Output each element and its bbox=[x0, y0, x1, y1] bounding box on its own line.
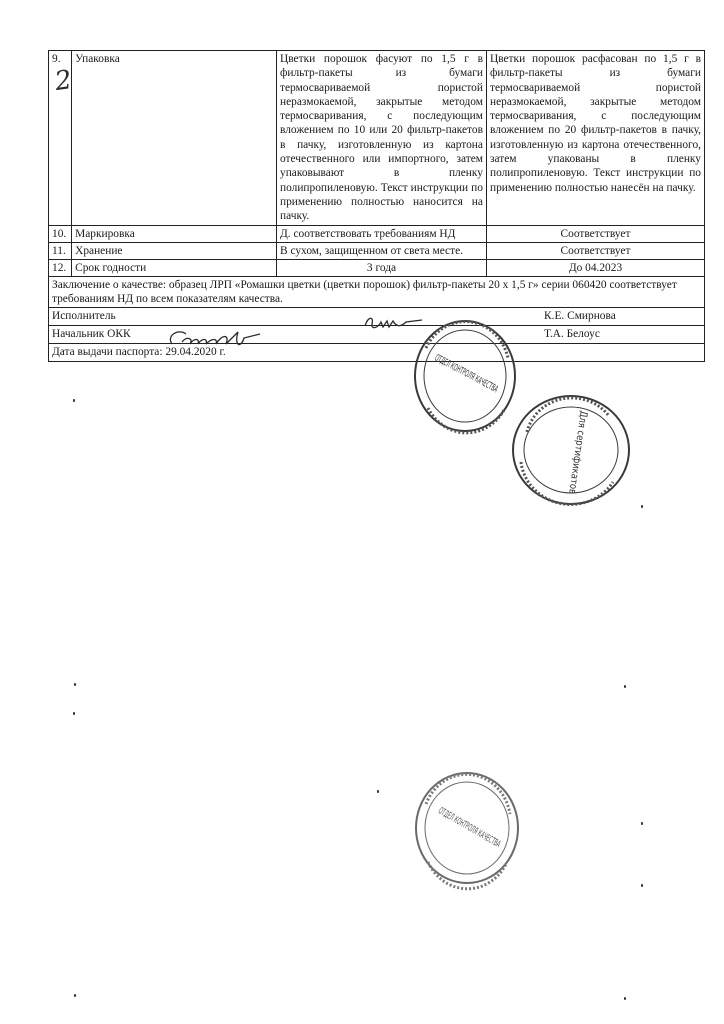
date-row bbox=[49, 344, 705, 361]
stamp-text: ОТДЕЛ КОНТРОЛЯ КАЧЕСТВА bbox=[432, 352, 567, 431]
row-number: 10. bbox=[49, 225, 72, 242]
stamp-text: ОТДЕЛ КОНТРОЛЯ КАЧЕСТВА bbox=[436, 805, 568, 888]
indicator-name: Хранение bbox=[72, 242, 277, 259]
table-row bbox=[49, 51, 705, 226]
issue-date: Дата выдачи паспорта: 29.04.2020 г. bbox=[49, 344, 705, 361]
table-row bbox=[49, 242, 705, 259]
executor-role: Исполнитель bbox=[52, 310, 116, 323]
scan-speck bbox=[641, 505, 643, 508]
qc-department-stamp bbox=[412, 318, 567, 434]
head-name: Т.А. Белоус bbox=[544, 328, 600, 341]
scan-speck bbox=[641, 884, 643, 887]
test-result: Соответствует bbox=[486, 242, 704, 259]
head-role: Начальник ОКК bbox=[52, 328, 131, 341]
row-number: 9. bbox=[49, 51, 72, 226]
table-row bbox=[49, 225, 705, 242]
indicator-name: Срок годности bbox=[72, 260, 277, 277]
qc-department-stamp-faint bbox=[412, 770, 568, 888]
scan-speck bbox=[624, 685, 626, 688]
indicator-name: Маркировка bbox=[72, 225, 277, 242]
scan-speck bbox=[641, 822, 643, 825]
test-result: Соответствует bbox=[486, 225, 704, 242]
handwritten-page-number: 2 bbox=[52, 64, 74, 98]
row-number: 11. bbox=[49, 242, 72, 259]
nd-requirement: В сухом, защищенном от света месте. bbox=[277, 242, 487, 259]
certificates-stamp bbox=[509, 392, 633, 510]
test-result: Цветки порошок расфасован по 1,5 г в фильтр-пакеты из бумаги термосвариваемой пористой неразмокаемой, закрытые методом термосваривания, с последующим вложением по 20 фильтр-пакетов в пачку, изготовленную из картона отечественного, затем упакованы в пленку полипропиленовую. Текст инструкции по применению полностью нанесён на пачку. bbox=[486, 51, 704, 226]
nd-requirement: Д. соответствовать требованиям НД bbox=[277, 225, 487, 242]
scan-speck bbox=[74, 994, 76, 997]
scan-speck bbox=[377, 790, 379, 793]
indicator-name: Упаковка bbox=[72, 51, 277, 226]
nd-requirement: Цветки порошок фасуют по 1,5 г в фильтр-пакеты из бумаги термосвариваемой пористой неразмокаемой, закрытые методом термосваривания, с последующим вложением по 10 или 20 фильтр-пакетов в пачку, изготовленную из картона отечественного или импортного, затем упаковывают в пленку полипропиленовую. Текст инструкции по применению полностью наносится на пачку. bbox=[277, 51, 487, 226]
scan-speck bbox=[73, 399, 75, 402]
quality-conclusion: Заключение о качестве: образец ЛРП «Ромашки цветки (цветки порошок) фильтр-пакеты 20 х 1,5 г» серии 060420 соответствует требованиям НД по всем показателям качества. bbox=[49, 277, 705, 308]
scan-speck bbox=[624, 997, 626, 1000]
scan-speck bbox=[74, 683, 76, 686]
executor-name: К.Е. Смирнова bbox=[544, 310, 616, 323]
row-number: 12. bbox=[49, 260, 72, 277]
table-row bbox=[49, 260, 705, 277]
conclusion-row bbox=[49, 277, 705, 308]
test-result: До 04.2023 bbox=[486, 260, 704, 277]
head-signature bbox=[164, 326, 264, 356]
scan-speck bbox=[73, 712, 75, 715]
nd-requirement: 3 года bbox=[277, 260, 487, 277]
stamp-text: Для сертификатов bbox=[564, 409, 589, 510]
